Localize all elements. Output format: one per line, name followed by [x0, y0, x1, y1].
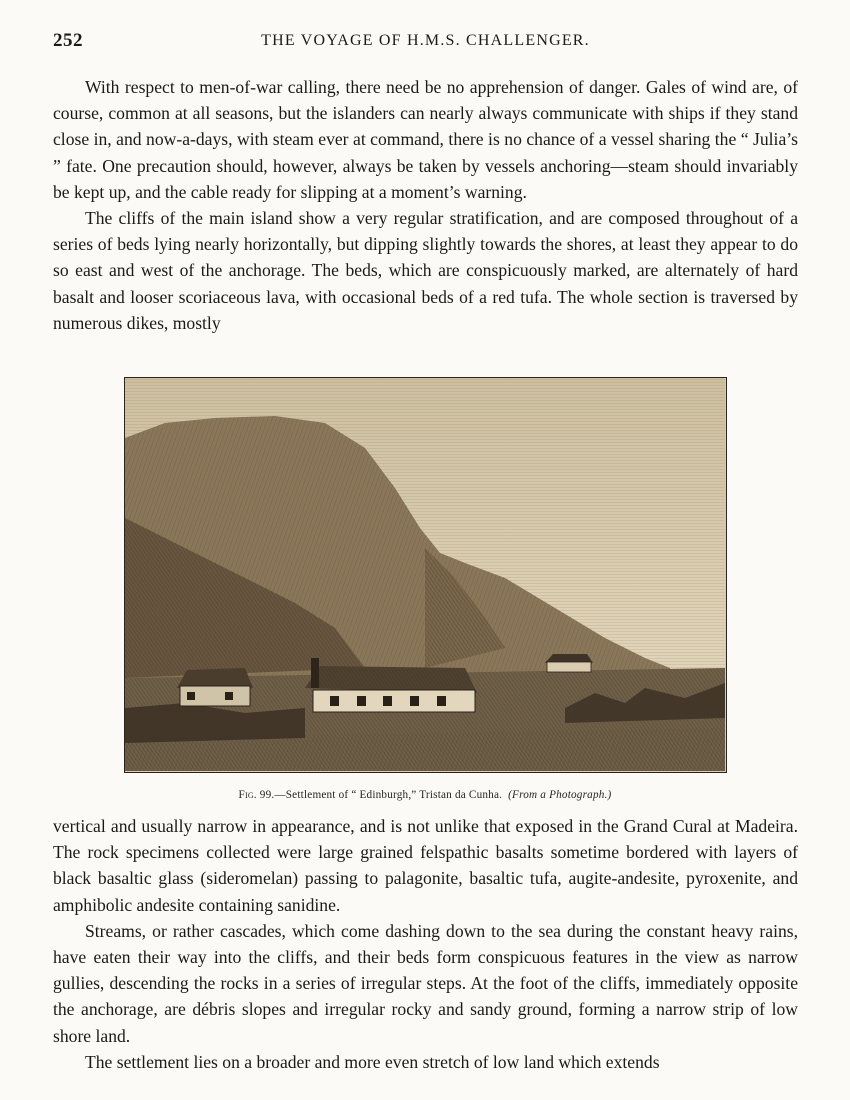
paragraph: The cliffs of the main island show a very regular stratification, and are composed throughout of a series of beds lying nearly horizontally, but dipping slightly towards the shores, at least they appear to do so east and west of the anchorage. The beds, which are conspicuously marked, are alternately of hard basalt and looser scoriaceous lava, with occasional beds of a red tufa. The whole section is traversed by numerous dikes, mostly — [53, 208, 798, 333]
paragraph: Streams, or rather cascades, which come dashing down to the sea during the constant heavy rains, have eaten their way into the cliffs, and their beds form conspicuous features in the view as narrow gullies, descending the rocks in a series of irregular steps. At the foot of the cliffs, immediately opposite the anchorage, are débris slopes and irregular rocky and sandy ground, forming a narrow strip of low shore land. — [53, 920, 798, 1046]
body-text-top — [53, 74, 798, 336]
body-text-bottom — [53, 813, 798, 1075]
page-number: 252 — [53, 30, 83, 51]
cottage-distant — [545, 654, 593, 672]
figure-caption — [0, 789, 850, 801]
cottage-left — [177, 668, 253, 706]
figure-caption-text: —Settlement of “ Edinburgh,” Tristan da Cunha. — [274, 789, 503, 801]
running-head: THE VOYAGE OF H.M.S. CHALLENGER. — [261, 32, 590, 49]
figure-engraving — [124, 377, 727, 773]
paragraph: With respect to men-of-war calling, there need be no apprehension of danger. Gales of wind are, of course, common at all seasons, but the islanders can nearly always communicate with ships if they stand close in, and now-a-days, with steam ever at command, there is no chance of a vessel sharing the “ Julia’s ” fate. One precaution should, however, always be taken by vessels anchoring—steam should invariably be kept up, and the cable ready for slipping at a moment’s warning. — [53, 77, 798, 202]
settlement-illustration — [125, 378, 725, 771]
figure-source: (From a Photograph.) — [508, 789, 612, 801]
figure-label: Fig. 99. — [238, 789, 275, 801]
page-header — [53, 30, 798, 58]
paragraph: vertical and usually narrow in appearance, and is not unlike that exposed in the Grand Cural at Madeira. The rock specimens collected were large grained felspathic basalts sometime bordered with layers of black basaltic glass (sideromelan) passing to palagonite, basaltic tufa, augite-andesite, pyroxenite, and amphibolic andesite containing sanidine. — [53, 816, 798, 915]
paragraph: The settlement lies on a broader and more even stretch of low land which extends — [85, 1051, 660, 1072]
